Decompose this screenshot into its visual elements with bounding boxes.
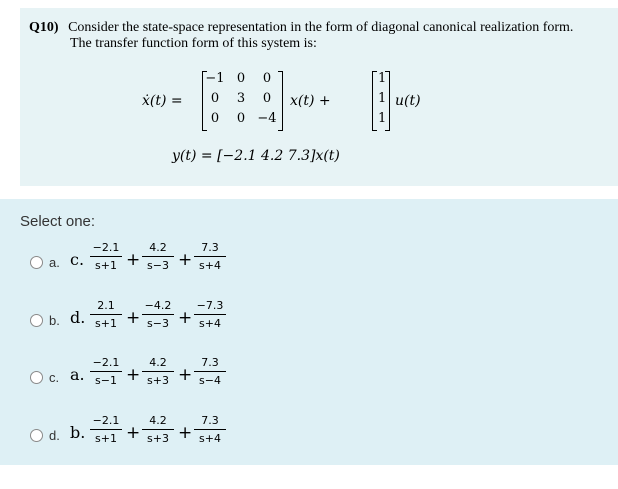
radio-button-a[interactable] [30,256,43,269]
fraction-term-3: −7.3 s+4 [192,298,228,331]
answer-option-b[interactable] [30,298,330,346]
choice-letter: b. [70,423,86,442]
radio-button-c[interactable] [30,371,43,384]
question-text-1: Consider the state-space representation in the form of diagonal canonical realization form. [68,20,574,35]
option-label: b. [49,313,60,328]
plus-sign: + [126,423,141,443]
plus-sign: + [178,365,193,385]
question-text-2: The transfer function form of this system is: [70,36,317,51]
matrix-right-bracket [278,71,283,131]
answer-option-a[interactable] [30,240,330,288]
matrix-a-13: 0 [262,71,272,86]
radio-button-b[interactable] [30,314,43,327]
fraction-term-3: 7.3 s+4 [192,413,228,446]
vector-b-2: 1 [378,91,387,106]
vector-b-1: 1 [378,71,387,86]
plus-sign: + [126,308,141,328]
question-line-1 [29,20,573,36]
fraction-term-3: 7.3 s−4 [192,355,228,388]
matrix-a-23: 0 [262,91,272,106]
fraction-term-2: −4.2 s−3 [140,298,176,331]
option-label: c. [49,370,60,385]
matrix-a-12: 0 [236,71,246,86]
choice-letter: d. [70,308,86,327]
vector-b-3: 1 [378,111,387,126]
x-term: x(t) + [290,93,331,109]
select-one-label: Select one: [20,213,96,230]
matrix-a-21: 0 [210,91,220,106]
fraction-term-1: −2.1 s+1 [88,240,124,273]
state-equation-lhs: ẋ(t) = [142,93,183,109]
fraction-term-3: 7.3 s+4 [192,240,228,273]
fraction-term-2: 4.2 s−3 [140,240,176,273]
vector-left-bracket [372,71,377,131]
matrix-a-22: 3 [236,91,246,106]
choice-letter: c. [70,250,85,269]
option-label: d. [49,428,60,443]
answer-option-d[interactable] [30,413,330,461]
plus-sign: + [178,308,193,328]
matrix-a-11: −1 [205,71,225,86]
fraction-term-1: −2.1 s+1 [88,413,124,446]
u-term: u(t) [395,93,421,109]
answer-option-c[interactable] [30,355,330,403]
matrix-a-31: 0 [210,111,220,126]
output-equation: y(t) = [−2.1 4.2 7.3]x(t) [172,148,340,164]
plus-sign: + [126,250,141,270]
fraction-term-1: 2.1 s+1 [88,298,124,331]
matrix-a-32: 0 [236,111,246,126]
answer-panel [0,199,618,465]
fraction-term-2: 4.2 s+3 [140,355,176,388]
option-label: a. [49,255,60,270]
plus-sign: + [178,250,193,270]
plus-sign: + [126,365,141,385]
question-number: Q10) [29,20,59,35]
fraction-term-1: −2.1 s−1 [88,355,124,388]
fraction-term-2: 4.2 s+3 [140,413,176,446]
radio-button-d[interactable] [30,429,43,442]
question-panel [20,8,618,186]
plus-sign: + [178,423,193,443]
matrix-a-33: −4 [257,111,277,126]
choice-letter: a. [70,365,85,384]
vector-right-bracket [385,71,390,131]
